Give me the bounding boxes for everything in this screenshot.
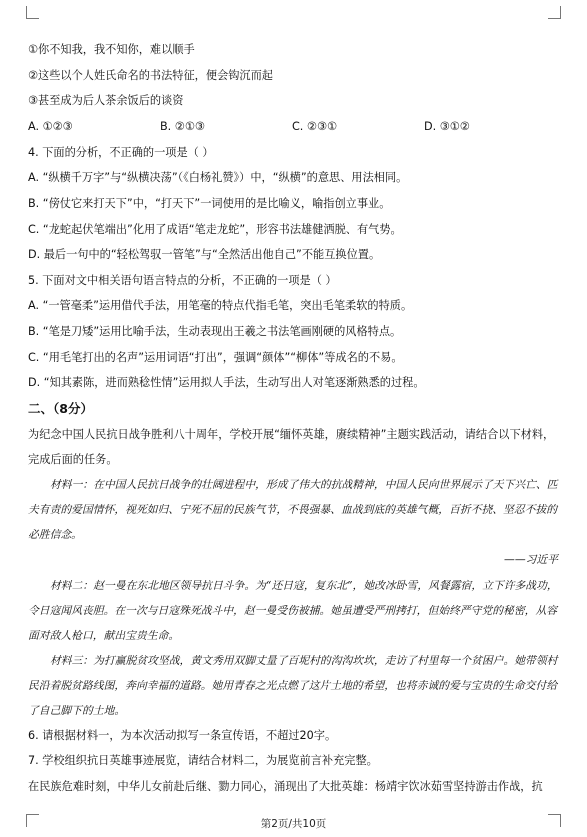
answer-option: D. ③①② — [424, 119, 470, 133]
text: 材料二：赵一曼在东北地区领导抗日斗争。为“还日寇，复东北”，她改冰卧雪，风餐露宿，立下许多战功，令日寇闻风丧胆。在一次与日寇殊死战斗中，赵一曼受伤被捕。她虽遭受严刑拷打，但始终严守党的秘密，从容面对敌人枪口，献出宝贵生命。 — [28, 578, 558, 642]
material-paragraph — [28, 648, 558, 723]
text-line — [28, 63, 558, 89]
text: 4. 下面的分析，不正确的一项是（ ） — [28, 145, 214, 159]
paragraph — [28, 422, 558, 472]
text-line — [28, 88, 558, 114]
text-line — [28, 723, 558, 749]
text: A. “纵横千万字”与“纵横决荡”（《白杨礼赞》）中，“纵横”的意思、用法相同。 — [28, 171, 408, 185]
crop-mark-top-right — [548, 6, 561, 19]
text-line — [28, 345, 558, 371]
text-line — [28, 37, 558, 63]
text-line — [28, 293, 558, 319]
text-line — [28, 370, 558, 396]
text: ——习近平 — [504, 552, 558, 566]
text: B. “笔是刀矮”运用比喻手法，生动表现出王羲之书法笔画刚硬的风格特点。 — [28, 324, 402, 338]
text: A. “一管毫柔”运用借代手法，用笔毫的特点代指毛笔，突出毛笔柔软的特质。 — [28, 299, 413, 313]
text: D. 最后一句中的“轻松驾驭一管笔”与“全然活出他自己”不能互换位置。 — [28, 248, 381, 262]
answer-option: B. ②①③ — [160, 119, 205, 133]
text: 材料三：为打赢脱贫攻坚战，黄文秀用双脚丈量了百坭村的沟沟坎坎，走访了村里每一个贫困户。她带领村民沿着脱贫路线图，奔向幸福的道路。她用青春之光点燃了这片土地的希望，也将赤诚的爱与宝贵的生命交付给了自己脚下的土地。 — [28, 653, 558, 717]
crop-mark-top-left — [26, 6, 39, 19]
paragraph — [28, 774, 558, 799]
text: 材料一：在中国人民抗日战争的壮阔进程中，形成了伟大的抗战精神，中国人民向世界展示了天下兴亡、匹夫有责的爱国情怀，视死如归、宁死不屈的民族气节，不畏强暴、血战到底的英雄气概，百折不挠、坚忍不拔的必胜信念。 — [28, 477, 558, 541]
material-paragraph — [28, 573, 558, 648]
text: 在民族危难时刻，中华儿女前赴后继、勠力同心，涌现出了大批英雄：杨靖宇饮冰茹雪坚持游击作战，抗 — [28, 779, 543, 793]
text: 为纪念中国人民抗日战争胜利八十周年，学校开展“缅怀英雄，赓续精神”主题实践活动，请结合以下材料，完成后面的任务。 — [28, 427, 555, 466]
text: D. “知其素陈，进而熟稔性情”运用拟人手法，生动写出人对笔逐渐熟悉的过程。 — [28, 376, 425, 390]
material-paragraph — [28, 472, 558, 547]
answer-option: A. ①②③ — [28, 119, 73, 133]
text-line — [28, 242, 558, 268]
text: 7. 学校组织抗日英雄事迹展览，请结合材料二，为展览前言补充完整。 — [28, 754, 378, 768]
text-line — [28, 748, 558, 774]
text: C. “龙蛇起伏笔端出”化用了成语“笔走龙蛇”，形容书法雄健洒脱、有气势。 — [28, 222, 402, 236]
text: 5. 下面对文中相关语句语言特点的分析，不正确的一项是（ ） — [28, 273, 337, 287]
section-title — [28, 396, 558, 422]
text-line — [28, 217, 558, 243]
text: C. “用毛笔打出的名声”运用词语“打出”，强调“颜体”“柳体”等成名的不易。 — [28, 350, 403, 364]
text: ①你不知我，我不知你，难以顺手 — [28, 43, 195, 56]
text-line — [28, 319, 558, 345]
page-content — [28, 37, 558, 799]
text-line — [28, 191, 558, 217]
text: 二、（8分） — [28, 400, 93, 416]
text-line — [28, 140, 558, 166]
text: ③甚至成为后人茶余饭后的谈资 — [28, 94, 184, 108]
page-footer: 第2页/共10页 — [260, 818, 327, 830]
text: 6. 请根据材料一，为本次活动拟写一条宣传语，不超过20字。 — [28, 728, 337, 742]
attribution — [28, 547, 558, 573]
answer-option: C. ②③① — [292, 119, 338, 133]
answer-options — [28, 114, 558, 140]
text-line — [28, 268, 558, 294]
text: ②这些以个人姓氏命名的书法特征，便会钩沉而起 — [28, 68, 273, 82]
text-line — [28, 165, 558, 191]
text: B. “傍仗它来打天下”中，“打天下”一词使用的是比喻义，喻指创立事业。 — [28, 196, 391, 210]
